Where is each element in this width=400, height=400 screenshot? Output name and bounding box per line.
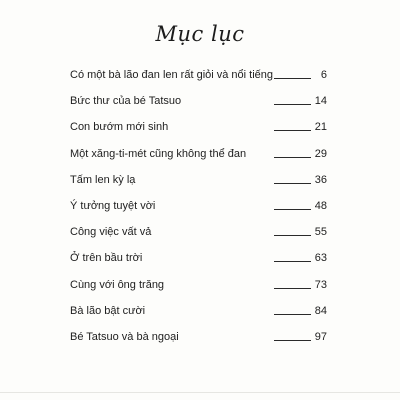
toc-leader-line bbox=[274, 130, 311, 131]
toc-entry-title: Ý tưởng tuyệt vời bbox=[70, 199, 156, 212]
toc-entry bbox=[70, 168, 330, 194]
toc-page-number: 55 bbox=[314, 226, 327, 239]
toc-entry bbox=[70, 63, 330, 89]
toc-entry-title: Tấm len kỳ lạ bbox=[70, 173, 136, 186]
toc-page-number: 6 bbox=[320, 69, 327, 81]
toc-leader-line bbox=[274, 261, 311, 262]
toc-entry bbox=[70, 325, 330, 351]
toc-entry bbox=[70, 273, 330, 299]
toc-leader-line bbox=[274, 209, 311, 210]
toc-entry-title: Con bướm mới sinh bbox=[70, 121, 169, 134]
toc-entry bbox=[70, 246, 330, 272]
toc-entry bbox=[70, 194, 330, 220]
page-title: Mục lục bbox=[155, 22, 245, 46]
toc-entry-title: Một xăng-ti-mét cũng không thể đan bbox=[70, 147, 247, 160]
toc-page-number: 48 bbox=[314, 199, 327, 212]
toc-entry-title: Công việc vất vả bbox=[70, 226, 152, 239]
toc-leader-line bbox=[274, 235, 311, 236]
toc-leader-line bbox=[274, 183, 311, 184]
toc-entry-title: Bức thư của bé Tatsuo bbox=[70, 95, 182, 108]
table-of-contents bbox=[70, 63, 330, 351]
toc-leader-line bbox=[274, 104, 311, 105]
toc-page-number: 73 bbox=[314, 278, 327, 291]
toc-page-number: 63 bbox=[314, 252, 327, 265]
toc-page-number: 36 bbox=[314, 173, 327, 186]
toc-page-number: 97 bbox=[314, 330, 327, 343]
toc-entry-title: Ở trên bầu trời bbox=[70, 252, 143, 265]
toc-entry bbox=[70, 299, 330, 325]
toc-entry-title: Bà lão bật cười bbox=[70, 304, 146, 317]
toc-page-number: 29 bbox=[314, 147, 327, 160]
toc-leader-line bbox=[274, 157, 311, 158]
toc-entry bbox=[70, 220, 330, 246]
toc-entry-title: Có một bà lão đan len rất giỏi và nổi tiếng bbox=[70, 69, 274, 81]
toc-page-number: 14 bbox=[314, 95, 327, 108]
toc-entry-title: Cùng với ông trăng bbox=[70, 278, 165, 291]
toc-entry bbox=[70, 89, 330, 115]
toc-leader-line bbox=[274, 340, 311, 341]
toc-leader-line bbox=[274, 78, 311, 79]
toc-entry bbox=[70, 115, 330, 141]
toc-entry-title: Bé Tatsuo và bà ngoại bbox=[70, 330, 179, 343]
toc-leader-line bbox=[274, 314, 311, 315]
toc-page-number: 84 bbox=[314, 304, 327, 317]
toc-leader-line bbox=[274, 288, 311, 289]
toc-entry bbox=[70, 142, 330, 168]
toc-page-number: 21 bbox=[314, 121, 327, 134]
page-edge-divider bbox=[0, 392, 400, 393]
